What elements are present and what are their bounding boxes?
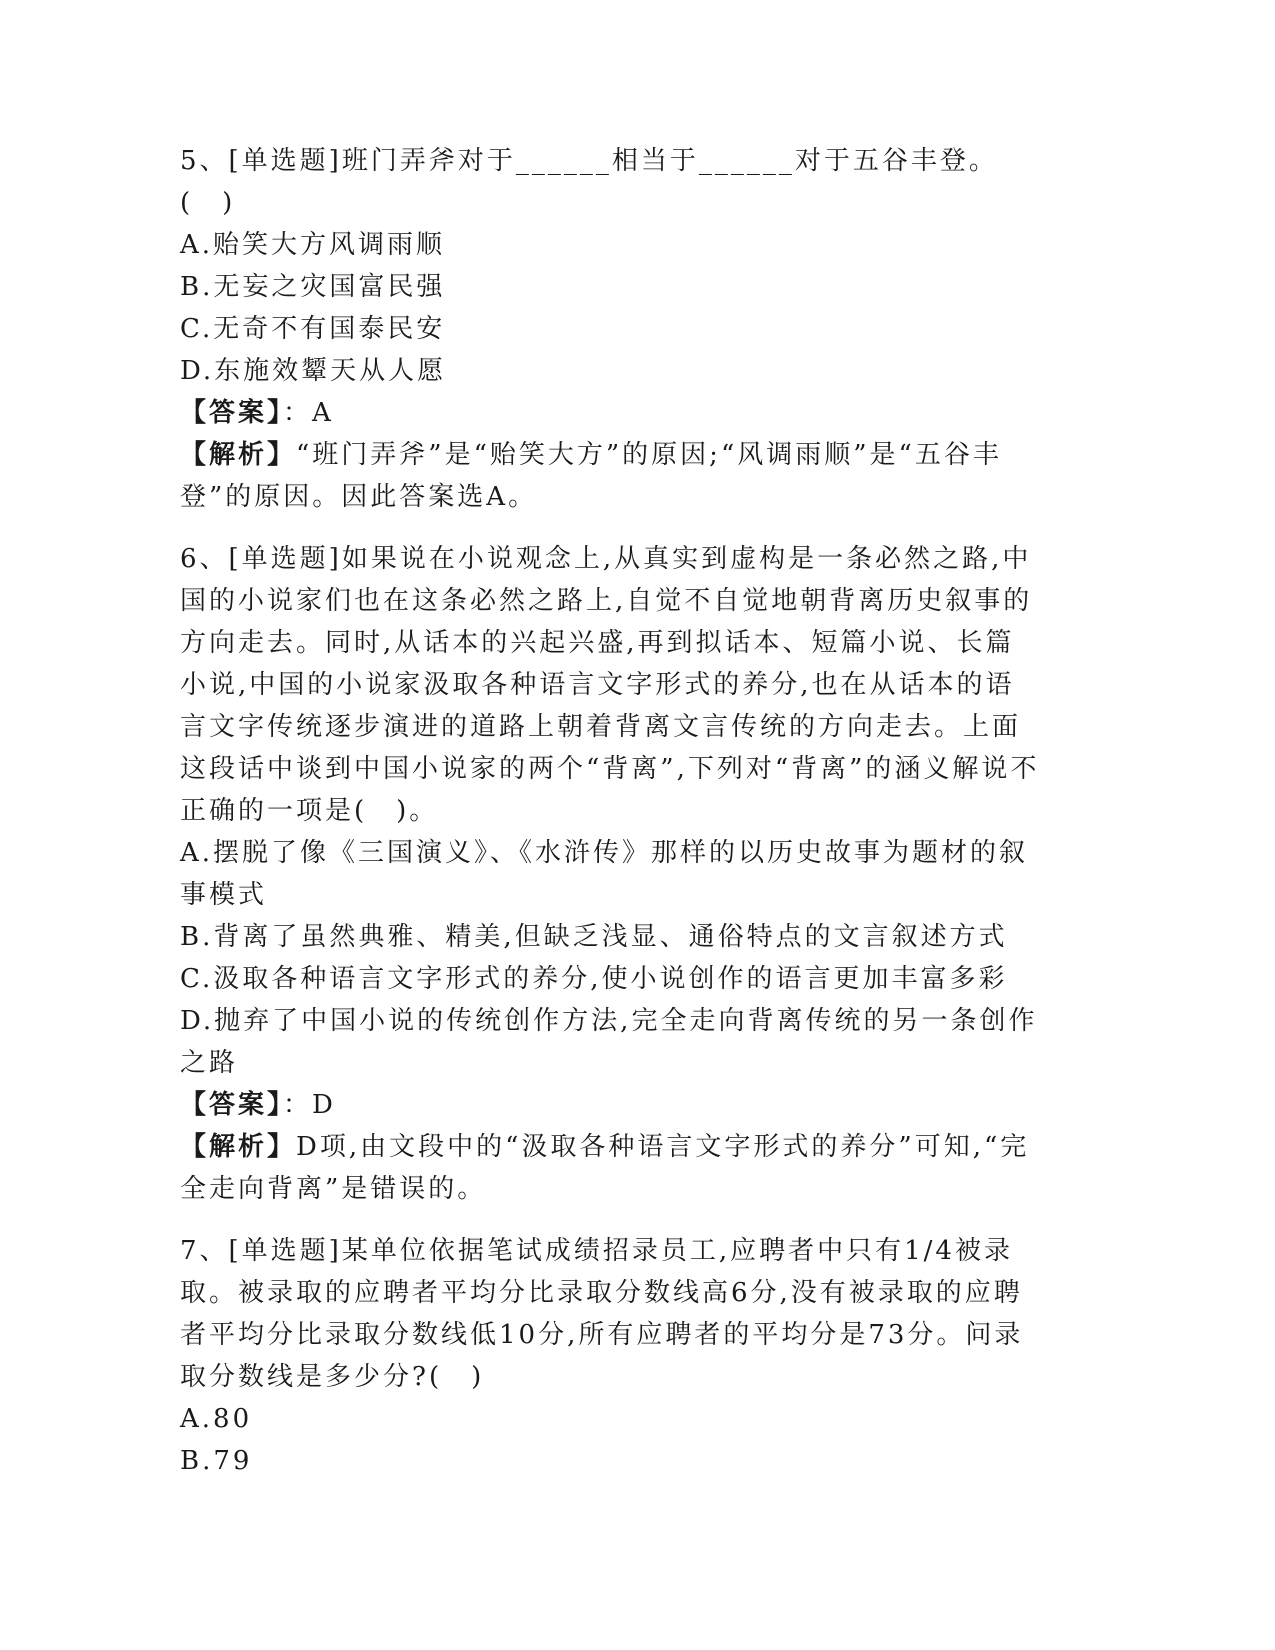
option-d: D.抛弃了中国小说的传统创作方法,完全走向背离传统的另一条创作之路 — [180, 1006, 1038, 1078]
option-b: B.背离了虽然典雅、精美,但缺乏浅显、通俗特点的文言叙述方式 — [180, 922, 1008, 952]
question-stem: 7、[单选题]某单位依据笔试成绩招录员工,应聘者中只有1/4被录取。被录取的应聘者平均分比录取分数线高6分,没有被录取的应聘者平均分比录取分数线低10分,所有应聘者的平均分是73分。问录取分数线是多少分?( ) — [180, 1236, 1024, 1392]
answer-value: ：D — [283, 1090, 336, 1120]
option-a: A.贻笑大方风调雨顺 — [180, 230, 446, 260]
answer-label: 【答案】 — [180, 1090, 284, 1120]
option-a: A.摆脱了像《三国演义》、《水浒传》那样的以历史故事为题材的叙事模式 — [180, 838, 1029, 910]
answer-line — [180, 1084, 1040, 1126]
analysis-label: 【解析】 — [180, 440, 297, 470]
answer-label: 【答案】 — [180, 398, 284, 428]
analysis-line — [180, 1126, 1040, 1210]
option-c: C.汲取各种语言文字形式的养分,使小说创作的语言更加丰富多彩 — [180, 964, 1008, 994]
document-page — [180, 140, 1040, 1502]
question-7 — [180, 1230, 1040, 1482]
analysis-text: D项,由文段中的“汲取各种语言文字形式的养分”可知,“完全走向背离”是错误的。 — [180, 1132, 1030, 1204]
option-d: D.东施效颦天从人愿 — [180, 356, 447, 386]
analysis-text: “班门弄斧”是“贻笑大方”的原因;“风调雨顺”是“五谷丰登”的原因。因此答案选A。 — [180, 440, 1002, 512]
question-6 — [180, 538, 1040, 1210]
question-stem: 6、[单选题]如果说在小说观念上,从真实到虚构是一条必然之路,中国的小说家们也在这条必然之路上,自觉不自觉地朝背离历史叙事的方向走去。同时,从话本的兴起兴盛,再到拟话本、短篇小说、长篇小说,中国的小说家汲取各种语言文字形式的养分,也在从话本的语言文字传统逐步演进的道路上朝着背离文言传统的方向走去。上面这段话中谈到中国小说家的两个“背离”,下列对“背离”的涵义解说不正确的一项是( )。 — [180, 544, 1040, 826]
option-a: A.80 — [180, 1404, 253, 1434]
analysis-line — [180, 434, 1040, 518]
option-b: B.79 — [180, 1446, 253, 1476]
question-stem: 5、[单选题]班门弄斧对于______相当于______对于五谷丰登。( ) — [180, 146, 998, 218]
answer-line — [180, 392, 1040, 434]
analysis-label: 【解析】 — [180, 1132, 297, 1162]
option-c: C.无奇不有国泰民安 — [180, 314, 446, 344]
question-5 — [180, 140, 1040, 518]
answer-value: ：A — [283, 398, 334, 428]
option-b: B.无妄之灾国富民强 — [180, 272, 446, 302]
